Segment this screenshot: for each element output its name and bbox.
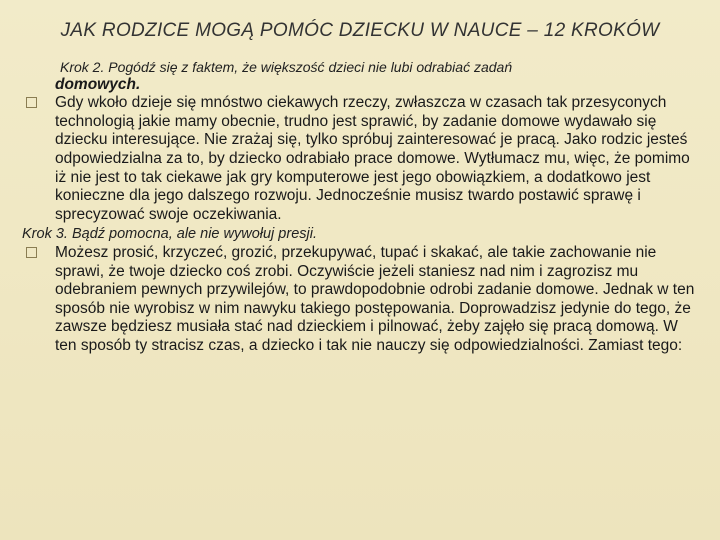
step-3-heading: Krok 3. Bądź pomocna, ale nie wywołuj presji. (22, 226, 317, 243)
step-2-paragraph-text: Gdy wkoło dzieje się mnóstwo ciekawych rzeczy, zwłaszcza w czasach tak przesyconych technologią jakie mamy obecnie, trudno jest sprawić, by zadanie domowe wydawało się dziecku interesujące. Nie zrażaj się, tylko spróbuj zainteresować je pracą. Jako rodzic jesteś odpowiedzialna za to, by dziecko odrabiało prace domowe. Wytłumacz mu, więc, że pomimo iż nie jest to tak ciekawe jak gry komputerowe jest jego obowiązkiem, a dodatkowo jest konieczne dla jego dalszego rozwoju. Jednocześnie musisz twardo postawić sprawę i sprecyzować swoje oczekiwania. (55, 94, 690, 223)
step-3-paragraph-text: Możesz prosić, krzyczeć, grozić, przekupywać, tupać i skakać, ale takie zachowanie nie sprawi, że twoje dziecko coś zrobi. Oczywiście jeżeli staniesz nad nim i zagrozisz mu odebraniem pewnych przywilejów, to prawdopodobnie odrobi zadanie domowe. Jednak w ten sposób nie wyrobisz w nim nawyku takiego postępowania. Doprowadzisz jedynie do tego, że zawsze będziesz musiała stać nad dzieckiem i pilnować, żeby zajęło się pracą domową. W ten sposób ty stracisz czas, a dziecko i tak nie nauczy się odpowiedzialności. Zamiast tego: (55, 243, 695, 354)
slide-title: JAK RODZICE MOGĄ POMÓC DZIECKU W NAUCE – 12 KROKÓW (60, 20, 660, 41)
step-2-heading: Krok 2. Pogódź się z faktem, że większość dzieci nie lubi odrabiać zadań (60, 59, 513, 75)
step-2-paragraph (22, 94, 702, 224)
hollow-square-bullet-icon (26, 97, 37, 108)
slide-body (22, 58, 702, 356)
hollow-square-bullet-icon (26, 247, 37, 258)
step-3-paragraph (22, 244, 702, 356)
step-2-heading-tail: domowych. (55, 75, 141, 93)
